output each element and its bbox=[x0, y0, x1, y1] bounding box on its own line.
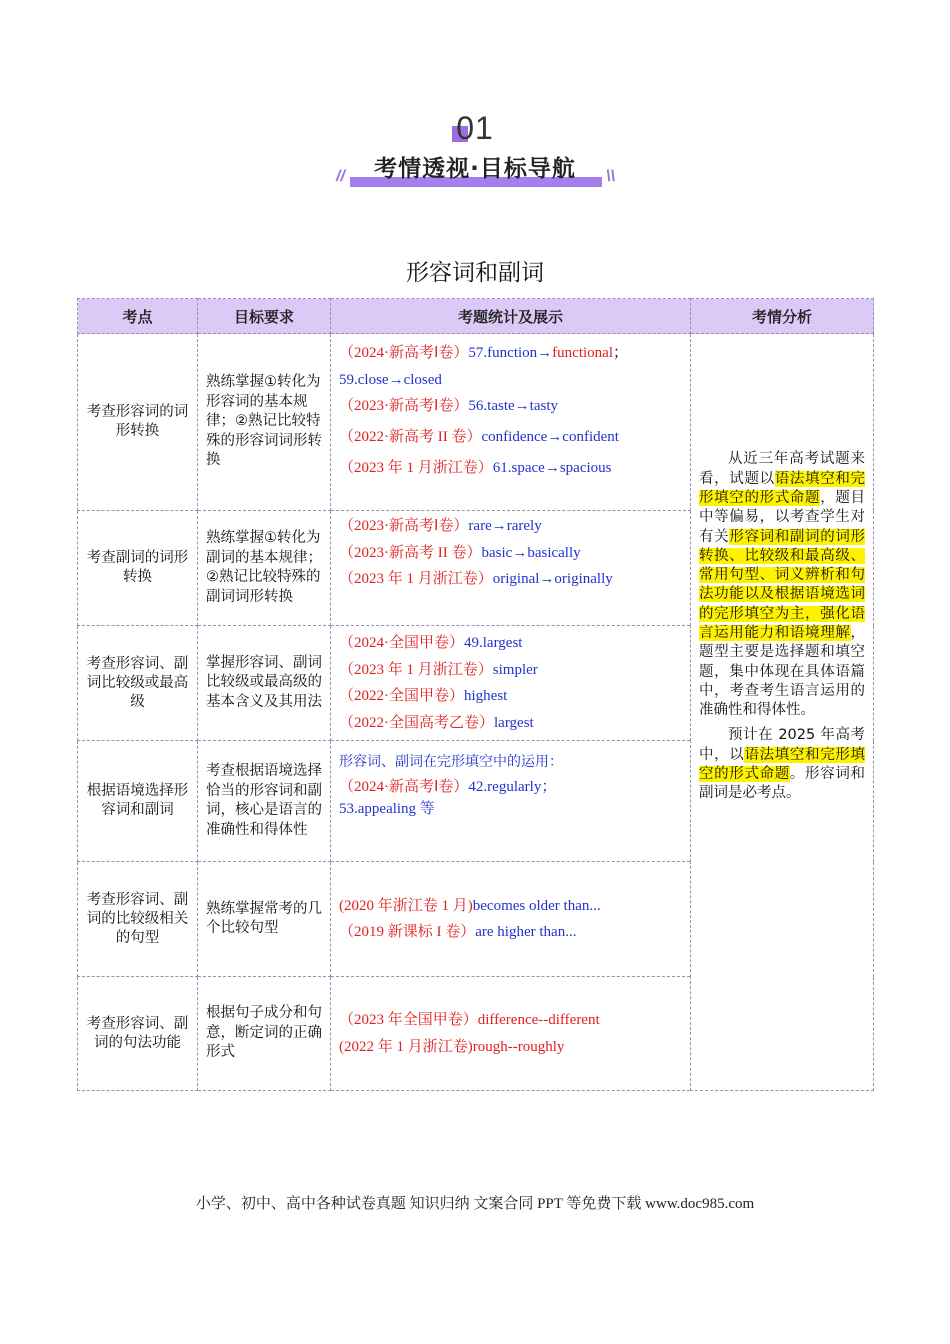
analysis-paragraph-1 bbox=[699, 450, 865, 720]
section-number-banner bbox=[0, 110, 950, 150]
section-title: 考情透视·目标导航 bbox=[374, 156, 576, 182]
analysis-highlight: 形容词和副词的词形转换、比较级和最高级、常用句型、词义辨析和句法功能以及根据语境选词的完形填空为主，强化语言运用能力和语境理解 bbox=[699, 528, 866, 641]
example-line bbox=[339, 367, 682, 394]
example-answer: largest bbox=[494, 714, 534, 731]
example-line bbox=[339, 393, 682, 420]
example-line bbox=[339, 657, 682, 684]
example-answer: becomes older than... bbox=[472, 897, 601, 914]
example-answer: highest bbox=[464, 688, 508, 704]
row-goal: 根据句子成分和句意，断定词的正确形式 bbox=[198, 977, 331, 1091]
example-line bbox=[339, 1034, 682, 1061]
example-source: （2022·新高考 II 卷） bbox=[339, 428, 482, 445]
example-answer: 56.taste→tasty bbox=[468, 398, 558, 415]
example-line bbox=[339, 340, 682, 367]
example-line bbox=[339, 513, 682, 540]
example-answer-highlight: functional bbox=[552, 345, 613, 362]
header-point: 考点 bbox=[78, 299, 198, 334]
analysis-highlight: 语法填空和完形填空的形式命题 bbox=[699, 470, 865, 506]
example-line bbox=[339, 798, 682, 820]
example-source: （2023·新高考 II 卷） bbox=[339, 544, 482, 561]
example-source: （2022·全国甲卷） bbox=[339, 688, 464, 704]
example-intro: 形容词、副词在完形填空中的运用： bbox=[339, 754, 563, 770]
header-examples: 考题统计及展示 bbox=[331, 299, 691, 334]
example-answer: rare→rarely bbox=[468, 518, 542, 534]
row-goal: 熟练掌握常考的几个比较句型 bbox=[198, 862, 331, 977]
example-answer: 59.close→closed bbox=[339, 371, 442, 388]
example-answer: rough--roughly bbox=[472, 1038, 565, 1055]
row-examples bbox=[331, 511, 691, 626]
row-goal: 掌握形容词、副词比较级或最高级的基本含义及其用法 bbox=[198, 626, 331, 741]
example-source: （2024·新高考Ⅰ卷） bbox=[339, 778, 469, 795]
example-answer: 53.appealing 等 bbox=[339, 800, 435, 817]
example-answer: 61.space→spacious bbox=[492, 459, 612, 476]
row-point: 考查形容词、副词的句法功能 bbox=[78, 977, 198, 1091]
section-title-banner bbox=[0, 150, 950, 190]
row-goal: 熟练掌握①转化为形容词的基本规律；②熟记比较特殊的形容词词形转换 bbox=[198, 334, 331, 511]
row-examples bbox=[331, 977, 691, 1091]
example-source: (2020 年浙江卷 1 月) bbox=[339, 897, 473, 914]
example-line bbox=[339, 1007, 682, 1034]
example-line bbox=[339, 420, 682, 454]
example-line bbox=[339, 919, 682, 946]
analysis-highlight: 语法填空和完形填空的形式命题 bbox=[699, 746, 866, 783]
exam-analysis-table bbox=[77, 298, 874, 1091]
example-source: （2023·新高考Ⅰ卷） bbox=[339, 398, 469, 415]
example-source: （2022·全国高考乙卷） bbox=[339, 714, 494, 731]
row-point: 根据语境选择形容词和副词 bbox=[78, 741, 198, 862]
row-examples bbox=[331, 862, 691, 977]
analysis-text: 。形容词和副词是必考点。 bbox=[699, 766, 866, 802]
example-source: （2024·全国甲卷） bbox=[339, 635, 464, 651]
row-point: 考查副词的词形转换 bbox=[78, 511, 198, 626]
analysis-text: ，题目中等偏易，以考查学生对有关 bbox=[699, 489, 866, 545]
example-source: （2023 年 1 月浙江卷） bbox=[339, 661, 493, 678]
section-number: 01 bbox=[456, 110, 494, 146]
right-slash-decoration: \\ bbox=[606, 168, 615, 185]
row-point: 考查形容词、副词比较级或最高级 bbox=[78, 626, 198, 741]
table-header-row bbox=[78, 299, 874, 334]
row-goal: 考查根据语境选择恰当的形容词和副词，核心是语言的准确性和得体性 bbox=[198, 741, 331, 862]
table-row bbox=[78, 334, 874, 511]
analysis-text: 从近三年高考试题来看，试题以 bbox=[699, 451, 865, 487]
example-source: （2019 新课标 I 卷） bbox=[339, 924, 476, 940]
row-examples bbox=[331, 626, 691, 741]
example-answer: 49.largest bbox=[464, 635, 523, 651]
header-goal: 目标要求 bbox=[198, 299, 331, 334]
example-answer: basic→basically bbox=[481, 544, 581, 561]
example-line bbox=[339, 683, 682, 710]
page-footer: 小学、初中、高中各种试卷真题 知识归纳 文案合同 PPT 等免费下载 www.doc985.com bbox=[195, 1196, 755, 1212]
example-source: （2023 年 1 月浙江卷） bbox=[339, 571, 493, 587]
row-point: 考查形容词的词形转换 bbox=[78, 334, 198, 511]
example-source: （2024·新高考Ⅰ卷） bbox=[339, 345, 469, 362]
analysis-paragraph-2 bbox=[699, 726, 865, 803]
example-source: （2023 年全国甲卷） bbox=[339, 1012, 478, 1028]
analysis-cell bbox=[691, 334, 874, 1091]
example-answer: original→originally bbox=[492, 571, 613, 587]
left-slash-decoration: // bbox=[336, 168, 345, 185]
example-answer: 42.regularly； bbox=[468, 778, 557, 795]
example-punct: ； bbox=[613, 345, 629, 362]
example-answer: difference--different bbox=[477, 1012, 600, 1028]
document-title: 形容词和副词 bbox=[406, 260, 544, 286]
example-line bbox=[339, 540, 682, 567]
example-line bbox=[339, 776, 682, 798]
analysis-text: 预计在 2025 年高考中，以 bbox=[699, 727, 865, 763]
row-point: 考查形容词、副词的比较级相关的句型 bbox=[78, 862, 198, 977]
example-source: （2023 年 1 月浙江卷） bbox=[339, 459, 493, 476]
example-line bbox=[339, 566, 682, 593]
example-line bbox=[339, 893, 682, 920]
example-source: (2022 年 1 月浙江卷) bbox=[339, 1038, 473, 1055]
example-line bbox=[339, 710, 682, 737]
example-answer: are higher than... bbox=[475, 924, 577, 940]
analysis-text: ，题型主要是选择题和填空题，集中体现在具体语篇中，考查考生语言运用的准确性和得体性。 bbox=[699, 625, 865, 719]
header-analysis: 考情分析 bbox=[691, 299, 874, 334]
example-answer: confidence→confident bbox=[481, 428, 619, 445]
example-answer: 57.function→ bbox=[468, 345, 553, 362]
row-goal: 熟练掌握①转化为副词的基本规律；②熟记比较特殊的副词词形转换 bbox=[198, 511, 331, 626]
example-line bbox=[339, 630, 682, 657]
example-answer: simpler bbox=[492, 661, 538, 678]
example-line bbox=[339, 454, 682, 504]
example-source: （2023·新高考Ⅰ卷） bbox=[339, 518, 469, 534]
row-examples bbox=[331, 741, 691, 862]
row-examples bbox=[331, 334, 691, 511]
